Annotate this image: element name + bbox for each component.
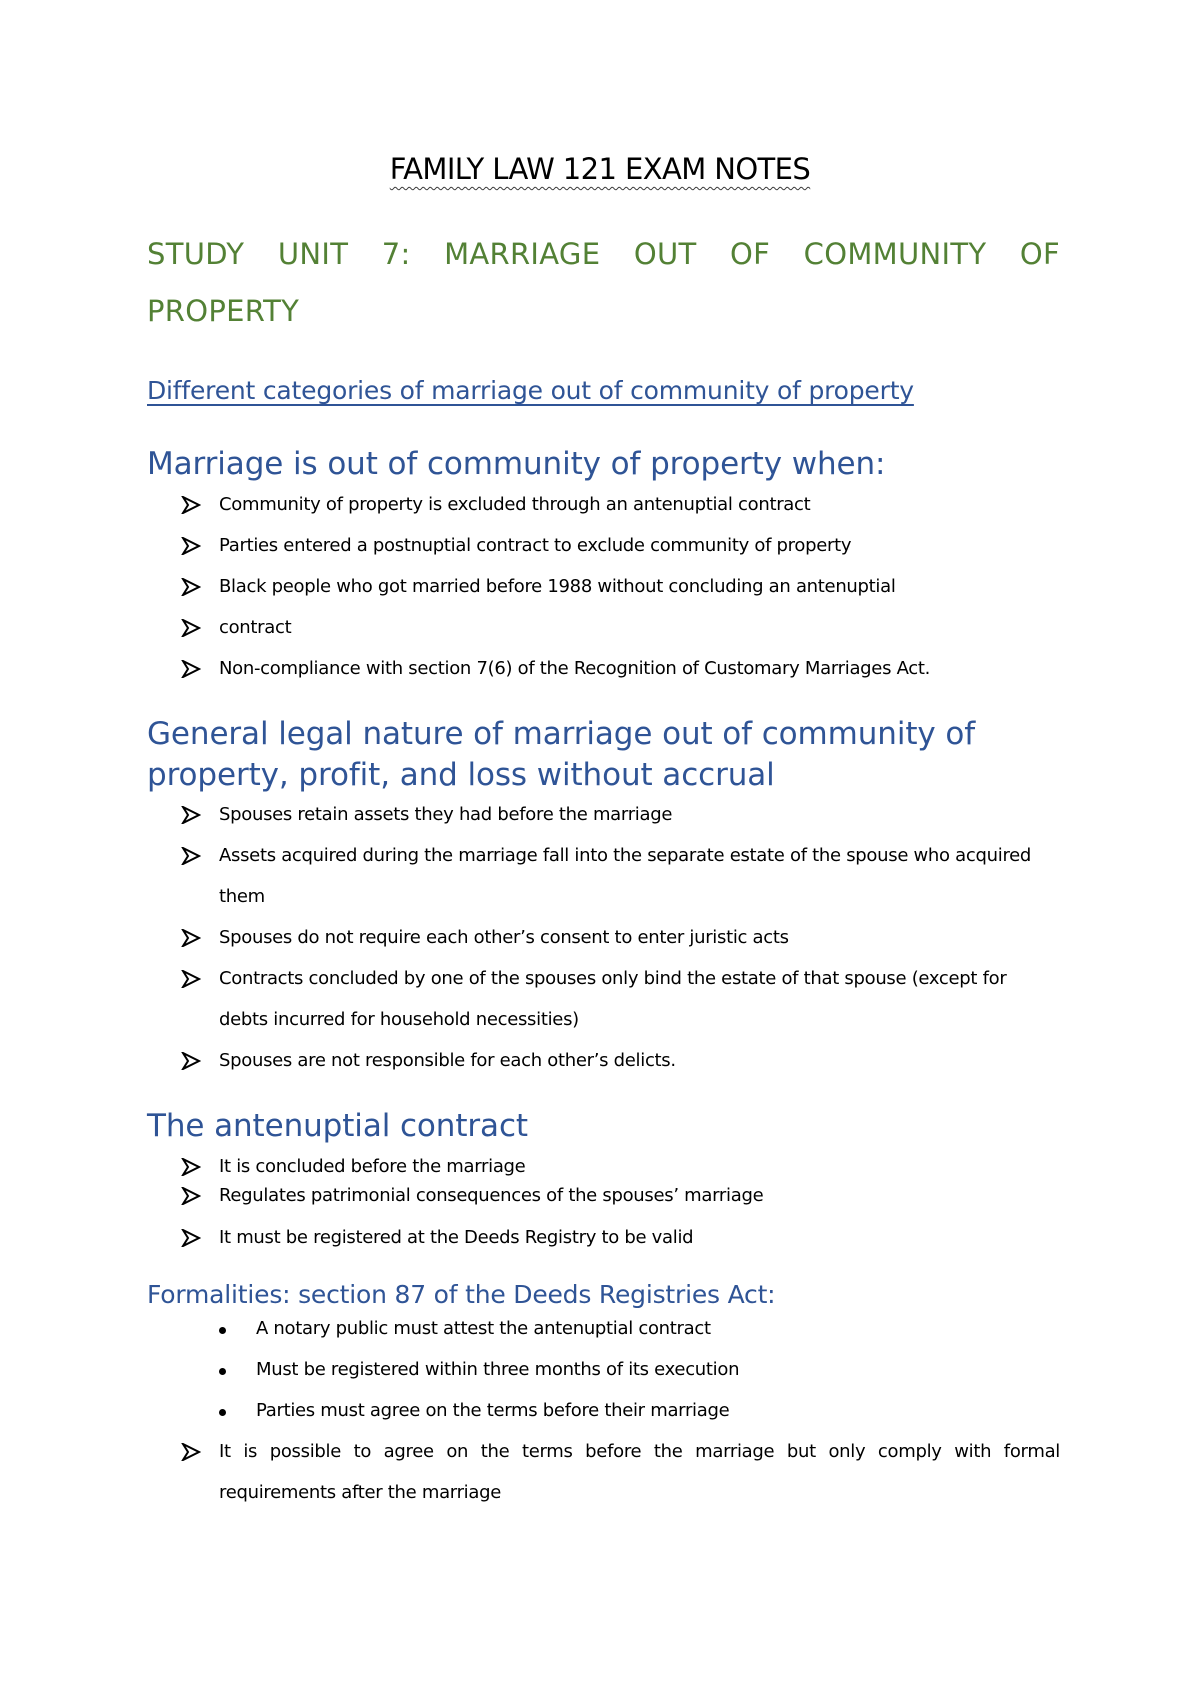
list-item — [0, 1227, 1200, 1251]
list-item — [0, 494, 1200, 518]
list-item — [0, 658, 1200, 682]
list-item-text: requirements after the marriage — [219, 1482, 502, 1503]
list-item — [0, 1185, 1200, 1209]
section-heading-general-legal-nature: General legal nature of marriage out of community of — [147, 716, 976, 752]
section-heading-antenuptial-contract: The antenuptial contract — [147, 1108, 528, 1144]
arrow-bullet-icon — [181, 1229, 201, 1247]
section-heading-out-of-community: Marriage is out of community of property when: — [147, 446, 886, 482]
arrow-bullet-icon — [181, 847, 201, 865]
arrow-bullet-icon — [181, 496, 201, 514]
list-item — [0, 927, 1200, 951]
list-item-text: Parties entered a postnuptial contract to exclude community of property — [219, 535, 852, 556]
list-item — [0, 1441, 1200, 1465]
round-bullet-icon — [219, 1327, 226, 1334]
list-item-text: Regulates patrimonial consequences of the spouses’ marriage — [219, 1185, 764, 1206]
list-item-text: Contracts concluded by one of the spouses only bind the estate of that spouse (except for — [219, 968, 1007, 989]
list-item — [0, 845, 1200, 869]
round-bullet-icon — [219, 1368, 226, 1375]
bullet-item-text: Must be registered within three months of its execution — [256, 1359, 740, 1380]
round-bullet-icon — [219, 1409, 226, 1416]
list-item — [0, 1050, 1200, 1074]
list-item-continuation — [0, 1482, 1200, 1506]
list-item — [0, 576, 1200, 600]
arrow-bullet-icon — [181, 1443, 201, 1461]
list-item-text: debts incurred for household necessities) — [219, 1009, 579, 1030]
list-item-text: Spouses are not responsible for each other’s delicts. — [219, 1050, 676, 1071]
list-item — [0, 617, 1200, 641]
list-item-text: It is possible to agree on the terms before the marriage but only comply with formal — [219, 1441, 1060, 1462]
list-item-text: Black people who got married before 1988 without concluding an antenuptial — [219, 576, 896, 597]
arrow-bullet-icon — [181, 1158, 201, 1176]
bullet-item-text: A notary public must attest the antenuptial contract — [256, 1318, 711, 1339]
study-unit-heading: STUDY UNIT 7: MARRIAGE OUT OF COMMUNITY OF — [147, 237, 1060, 271]
arrow-bullet-icon — [181, 578, 201, 596]
arrow-bullet-icon — [181, 929, 201, 947]
bullet-item — [0, 1359, 1200, 1383]
study-unit-heading-line2: PROPERTY — [147, 294, 300, 328]
arrow-bullet-icon — [181, 537, 201, 555]
list-item — [0, 968, 1200, 992]
list-item-text: Spouses do not require each other’s consent to enter juristic acts — [219, 927, 789, 948]
section-heading-general-legal-nature-line2: property, profit, and loss without accrual — [147, 757, 775, 793]
list-item-text: contract — [219, 617, 292, 638]
bullet-item — [0, 1400, 1200, 1424]
arrow-bullet-icon — [181, 1187, 201, 1205]
arrow-bullet-icon — [181, 660, 201, 678]
list-item — [0, 1156, 1200, 1180]
list-item-text: Non-compliance with section 7(6) of the Recognition of Customary Marriages Act. — [219, 658, 931, 679]
arrow-bullet-icon — [181, 970, 201, 988]
list-item-text: It must be registered at the Deeds Registry to be valid — [219, 1227, 694, 1248]
list-item-text: Community of property is excluded through an antenuptial contract — [219, 494, 811, 515]
bullet-item-text: Parties must agree on the terms before their marriage — [256, 1400, 730, 1421]
list-item-continuation — [0, 1009, 1200, 1033]
list-item — [0, 535, 1200, 559]
bullet-item — [0, 1318, 1200, 1342]
arrow-bullet-icon — [181, 619, 201, 637]
arrow-bullet-icon — [181, 806, 201, 824]
document-title: FAMILY LAW 121 EXAM NOTES — [389, 152, 811, 186]
categories-subheading: Different categories of marriage out of community of property — [147, 376, 914, 405]
section-heading-formalities: Formalities: section 87 of the Deeds Registries Act: — [147, 1280, 776, 1309]
list-item-text: Spouses retain assets they had before the marriage — [219, 804, 673, 825]
list-item-continuation — [0, 886, 1200, 910]
list-item — [0, 804, 1200, 828]
list-item-text: Assets acquired during the marriage fall into the separate estate of the spouse who acquired — [219, 845, 1032, 866]
arrow-bullet-icon — [181, 1052, 201, 1070]
list-item-text: them — [219, 886, 265, 907]
list-item-text: It is concluded before the marriage — [219, 1156, 526, 1177]
